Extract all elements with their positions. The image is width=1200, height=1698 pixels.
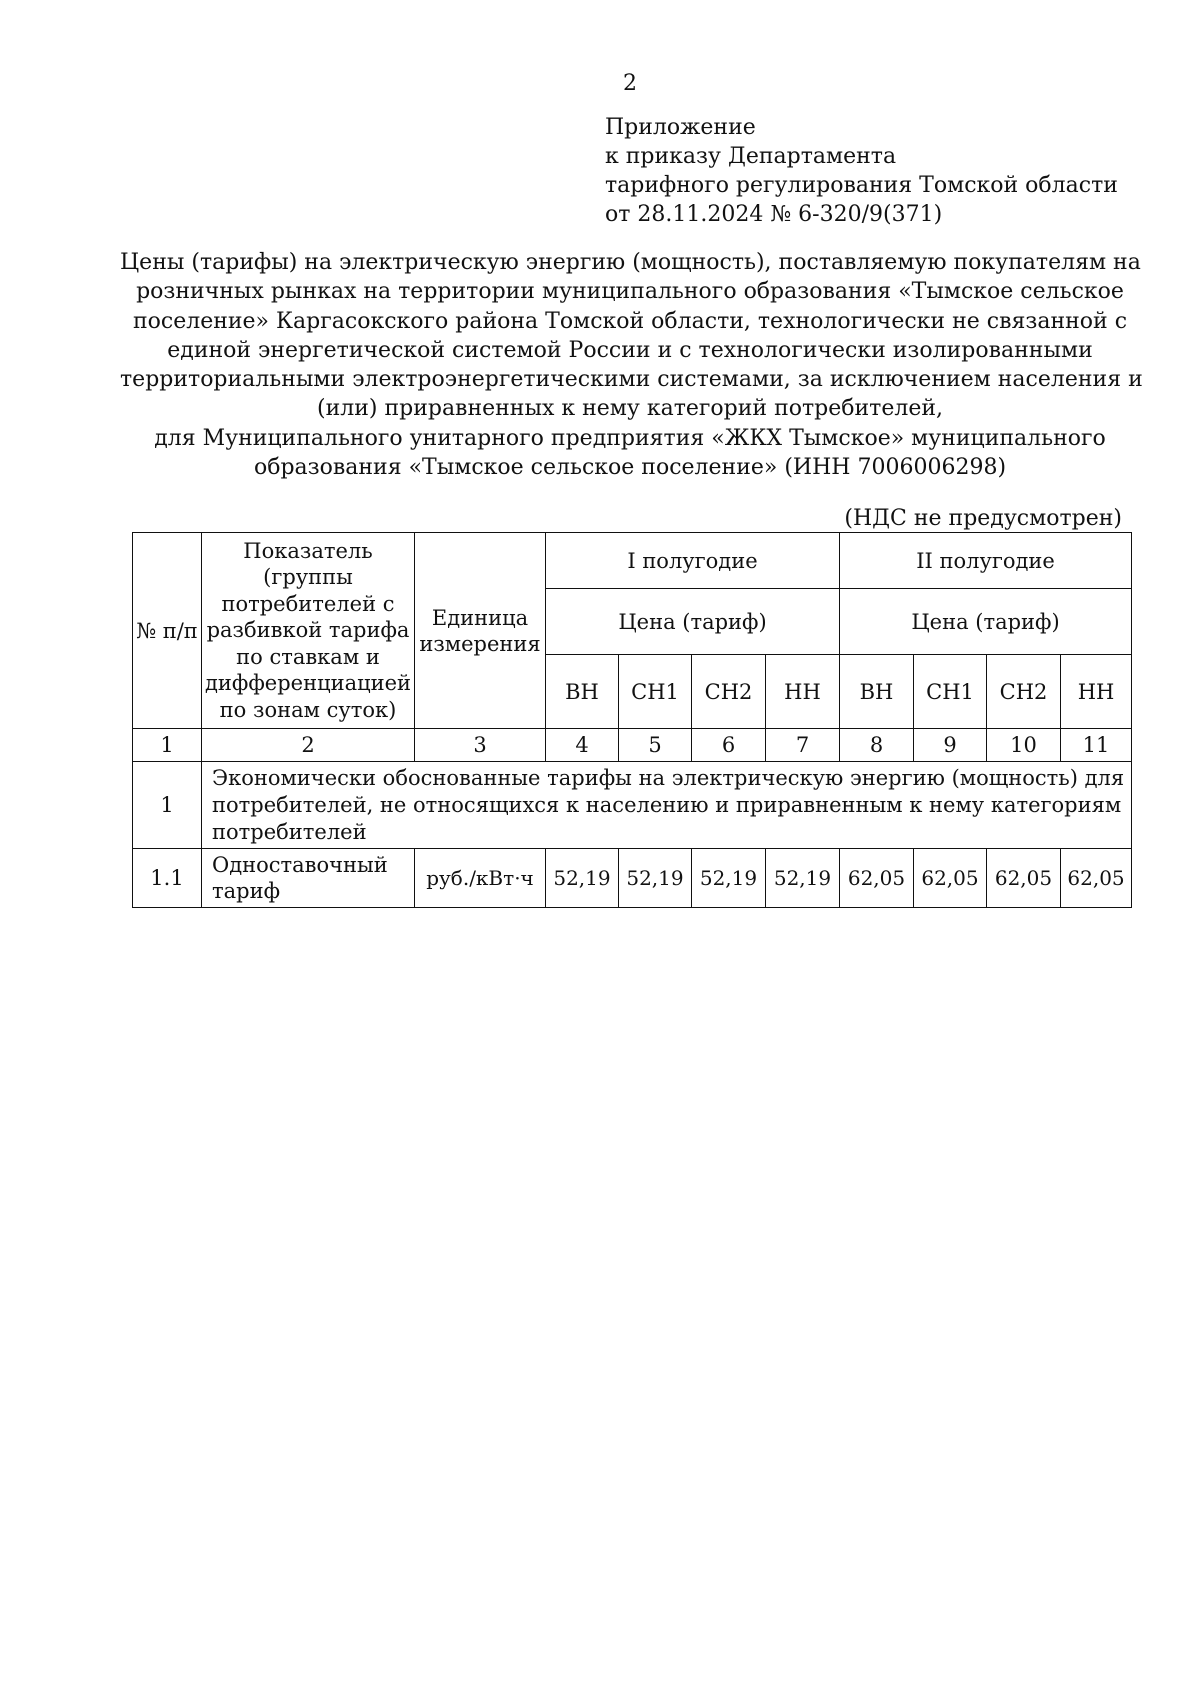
header-price-1: Цена (тариф)	[546, 589, 840, 655]
column-number: 6	[692, 729, 766, 762]
header-number: № п/п	[133, 533, 202, 729]
column-number: 8	[840, 729, 914, 762]
price-cell: 62,05	[840, 849, 914, 908]
appendix-line: тарифного регулирования Томской области	[605, 173, 1118, 198]
header-price-2: Цена (тариф)	[840, 589, 1132, 655]
column-number: 9	[914, 729, 987, 762]
title-line: единой энергетической системой России и с технологически изолированными	[167, 337, 1093, 363]
tariff-table	[132, 532, 1132, 908]
section-row	[133, 762, 1132, 849]
title-line: для Муниципального унитарного предприятия «ЖКХ Тымское» муниципального	[154, 425, 1106, 451]
price-cell: 62,05	[1061, 849, 1132, 908]
header-level: СН1	[914, 655, 987, 729]
title-line: Цены (тарифы) на электрическую энергию (мощность), поставляемую покупателям на	[120, 250, 1141, 275]
header-level: СН1	[619, 655, 692, 729]
vat-note: (НДС не предусмотрен)	[844, 506, 1122, 531]
header-unit: Единица измерения	[415, 533, 546, 729]
header-level: ВН	[546, 655, 619, 729]
page-number: 2	[623, 71, 637, 96]
document-title	[120, 248, 1143, 482]
column-number: 5	[619, 729, 692, 762]
title-line: (или) приравненных к нему категорий потребителей,	[316, 396, 943, 422]
header-level: НН	[766, 655, 840, 729]
price-cell: 52,19	[619, 849, 692, 908]
price-cell: 62,05	[914, 849, 987, 908]
column-number: 4	[546, 729, 619, 762]
header-half-year-2: II полугодие	[840, 533, 1132, 589]
title-line: розничных рынках на территории муниципального образования «Тымское сельское	[136, 279, 1124, 305]
header-indicator: Показатель (группы потребителей с разбивкой тарифа по ставкам и дифференциацией по зонам суток)	[202, 533, 415, 729]
row-unit: руб./кВт·ч	[415, 849, 546, 908]
column-number-row	[133, 729, 1132, 762]
price-cell: 52,19	[766, 849, 840, 908]
row-indicator: Одноставочный тариф	[202, 849, 415, 908]
column-number: 7	[766, 729, 840, 762]
appendix-line: Приложение	[605, 115, 756, 140]
title-line: поселение» Каргасокского района Томской области, технологически не связанной с	[132, 308, 1128, 334]
appendix-line: к приказу Департамента	[605, 144, 897, 169]
price-cell: 52,19	[692, 849, 766, 908]
header-half-year-1: I полугодие	[546, 533, 840, 589]
column-number: 11	[1061, 729, 1132, 762]
header-level: СН2	[692, 655, 766, 729]
title-line: территориальными электроэнергетическими системами, за исключением населения и	[120, 367, 1143, 393]
column-number: 10	[987, 729, 1061, 762]
header-level: СН2	[987, 655, 1061, 729]
title-line: образования «Тымское сельское поселение» (ИНН 7006006298)	[253, 455, 1007, 481]
column-number: 1	[133, 729, 202, 762]
row-number: 1.1	[133, 849, 202, 908]
column-number: 2	[202, 729, 415, 762]
section-number: 1	[133, 762, 202, 849]
appendix-line: от 28.11.2024 № 6-320/9(371)	[605, 202, 943, 227]
price-cell: 62,05	[987, 849, 1061, 908]
header-level: ВН	[840, 655, 914, 729]
section-title: Экономически обоснованные тарифы на электрическую энергию (мощность) для потребителей, не относящихся к населению и приравненным к нему категориям потребителей	[202, 762, 1132, 849]
price-cell: 52,19	[546, 849, 619, 908]
column-number: 3	[415, 729, 546, 762]
table-row	[133, 849, 1132, 908]
appendix-block	[605, 113, 1125, 229]
header-level: НН	[1061, 655, 1132, 729]
